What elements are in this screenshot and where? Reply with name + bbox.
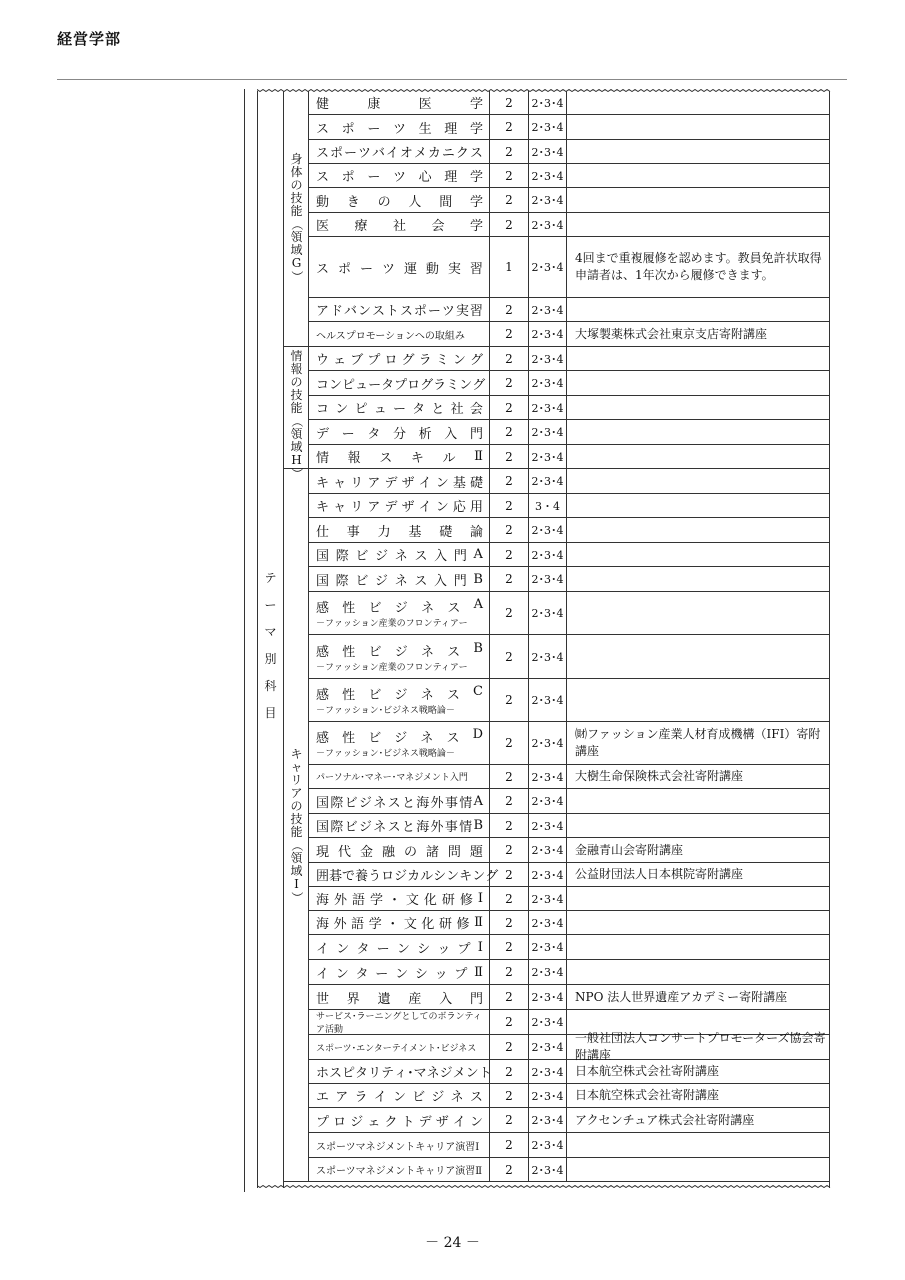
credits: 2 [490,1035,529,1059]
table-row [309,1060,830,1084]
course-note: 金融青山会寄附講座 [575,842,684,857]
eligible-years: 2･3･4 [529,237,567,297]
table-row [309,722,830,765]
credits: 2 [490,213,529,236]
credits: 2 [490,1010,529,1034]
eligible-years: 2･3･4 [529,445,567,468]
eligible-years: 2･3･4 [529,420,567,444]
course-name: 感 性 ビ ジ ネ ス A －ファッション産業のフロンティアー [309,592,490,634]
course-note [567,543,830,566]
eligible-years: 2･3･4 [529,1108,567,1132]
course-note [567,935,830,959]
eligible-years: 2･3･4 [529,911,567,934]
theme-label: テ ー マ 別 科 目 [264,571,277,720]
course-note: 日本航空株式会社寄附講座 [575,1064,720,1078]
table-row [309,518,830,543]
credits: 2 [490,567,529,591]
eligible-years: 2･3･4 [529,322,567,346]
page-number: － 24 － [425,1235,480,1251]
course-note [567,164,830,187]
table-row [309,985,830,1010]
course-note [567,1158,830,1181]
course-subtitle: －ファッション･ビジネス戦略論－ [316,706,455,716]
credits: 2 [490,188,529,212]
course-name: 健 康 医 学 [309,91,490,114]
course-note: 日本航空株式会社寄附講座 [575,1088,720,1102]
course-name: 感 性 ビ ジ ネ ス D －ファッション･ビジネス戦略論－ [309,722,490,764]
course-name: 医 療 社 会 学 [309,213,490,236]
credits: 2 [490,960,529,984]
course-note: 4回まで重複履修を認めます。教員免許状取得申請者は、1年次から履修できます。 [575,251,822,282]
course-name: コ ン ピ ュ ー タ プ ロ グ ラ ミ ン グ [309,371,490,395]
course-note [567,567,830,591]
course-name: 仕 事 力 基 礎 論 [309,518,490,542]
course-note [567,115,830,139]
table-row [309,935,830,960]
table-row [309,1158,830,1182]
credits: 2 [490,887,529,910]
table-row [309,592,830,635]
course-note [567,518,830,542]
faculty-title: 経営学部 [57,30,122,48]
course-name: ス ポ ー ツ バ イ オ メ カ ニ ク ス [309,140,490,163]
table-row [309,814,830,838]
table-row [309,838,830,863]
course-name: 海 外 語 学 ・ 文 化 研 修 Ⅱ [309,911,490,934]
table-row [309,396,830,420]
table-row [309,765,830,789]
eligible-years: 2･3･4 [529,1158,567,1181]
course-note [567,188,830,212]
eligible-years: 2･3･4 [529,863,567,886]
eligible-years: 2･3･4 [529,164,567,187]
table-row [309,322,830,347]
table-row [309,863,830,887]
eligible-years: 2･3･4 [529,838,567,862]
course-name: イ ン タ ー ン シ ッ プ Ⅰ [309,935,490,959]
table-row [309,371,830,396]
table-row [309,188,830,213]
course-note [567,911,830,934]
credits: 2 [490,518,529,542]
eligible-years: 2･3･4 [529,679,567,721]
course-name: 動 き の 人 間 学 [309,188,490,212]
credits: 2 [490,91,529,114]
course-name: ス ポ ー ツ 運 動 実 習 [309,237,490,297]
course-note: 大塚製薬株式会社東京支店寄附講座 [575,326,768,341]
course-name: スポーツマネジメントキャリア演習Ⅱ [309,1158,490,1181]
eligible-years: 2･3･4 [529,567,567,591]
eligible-years: 2･3･4 [529,960,567,984]
credits: 2 [490,494,529,517]
credits: 2 [490,765,529,788]
course-note [567,494,830,517]
course-name: ウ ェ ブ プ ロ グ ラ ミ ン グ [309,347,490,370]
table-row [309,1084,830,1108]
credits: 2 [490,543,529,566]
eligible-years: 2･3･4 [529,1010,567,1034]
table-row [309,543,830,567]
table-row [309,445,830,469]
course-note [567,213,830,236]
domain-label: キ ャ リ ア の 技 能 （ 領 域 I ） [290,747,304,904]
credits: 1 [490,237,529,297]
credits: 2 [490,911,529,934]
table-row [309,298,830,322]
table-row [309,164,830,188]
credits: 2 [490,371,529,395]
credits: 2 [490,985,529,1009]
course-name: ア ド バ ン ス ト ス ポ ー ツ 実 習 [309,298,490,321]
course-name: ホ ス ピ タ リ テ ィ ･ マ ネ ジ メ ン ト [309,1060,490,1083]
table-row [309,1108,830,1133]
credits: 2 [490,322,529,346]
eligible-years: 2･3･4 [529,140,567,163]
course-note [567,1133,830,1157]
table-row [309,469,830,494]
credits: 2 [490,469,529,493]
eligible-years: 2･3･4 [529,635,567,678]
eligible-years: 2･3･4 [529,935,567,959]
credits: 2 [490,789,529,813]
credits: 2 [490,1133,529,1157]
credits: 2 [490,347,529,370]
course-name: デ ー タ 分 析 入 門 [309,420,490,444]
course-note: NPO 法人世界遺産アカデミー寄附講座 [575,989,788,1004]
eligible-years: 2･3･4 [529,985,567,1009]
credits: 2 [490,814,529,837]
course-name: コ ン ピ ュ ー タ と 社 会 [309,396,490,419]
credits: 2 [490,722,529,764]
course-note: 大樹生命保険株式会社寄附講座 [575,769,744,783]
course-name: プ ロ ジ ェ ク ト デ ザ イ ン [309,1108,490,1132]
course-note: 公益財団法人日本棋院寄附講座 [575,867,744,881]
course-note: 一般社団法人コンサートプロモーターズ協会寄附講座 [575,1031,826,1062]
table-row [309,635,830,679]
eligible-years: 2･3･4 [529,188,567,212]
course-name: 感 性 ビ ジ ネ ス B －ファッション産業のフロンティアー [309,635,490,678]
credits: 2 [490,396,529,419]
course-note [567,635,830,678]
eligible-years: 2･3･4 [529,592,567,634]
credits: 2 [490,838,529,862]
course-name: スポーツマネジメントキャリア演習Ⅰ [309,1133,490,1157]
table-row [309,420,830,445]
credits: 2 [490,1108,529,1132]
eligible-years: 2･3･4 [529,789,567,813]
table-row [309,494,830,518]
eligible-years: 2･3･4 [529,371,567,395]
course-note [567,679,830,721]
course-name: パーソナル･マネー･マネジメント入門 [309,765,490,788]
table-row [309,887,830,911]
credits: 2 [490,935,529,959]
course-subtitle: －ファッション･ビジネス戦略論－ [316,749,455,759]
course-note: ㈶ファッション産業人材育成機構（IFI）寄附講座 [575,727,821,758]
course-name: 国 際 ビ ジ ネ ス 入 門 B [309,567,490,591]
credits: 2 [490,164,529,187]
course-name: 国 際 ビ ジ ネ ス 入 門 A [309,543,490,566]
course-name: 世 界 遺 産 入 門 [309,985,490,1009]
eligible-years: 2･3･4 [529,1084,567,1107]
eligible-years: 2･3･4 [529,765,567,788]
credits: 2 [490,1060,529,1083]
credits: 2 [490,420,529,444]
credits: 2 [490,679,529,721]
eligible-years: 2･3･4 [529,887,567,910]
course-note [567,396,830,419]
course-name: スポーツ･エンターテイメント･ビジネス [309,1035,490,1059]
credits: 2 [490,1084,529,1107]
table-row [309,213,830,237]
credits: 2 [490,592,529,634]
eligible-years: 2･3･4 [529,396,567,419]
course-name: ス ポ ー ツ 生 理 学 [309,115,490,139]
header-rule [57,79,847,80]
credits: 2 [490,140,529,163]
course-note [567,371,830,395]
course-note [567,960,830,984]
eligible-years: 2･3･4 [529,115,567,139]
eligible-years: 2･3･4 [529,722,567,764]
course-note [567,814,830,837]
table-row [309,91,830,115]
credits: 2 [490,298,529,321]
course-name: 感 性 ビ ジ ネ ス C －ファッション･ビジネス戦略論－ [309,679,490,721]
course-note [567,445,830,468]
eligible-years: 2･3･4 [529,1060,567,1083]
course-note [567,140,830,163]
course-name: 国 際 ビ ジ ネ ス と 海 外 事 情 B [309,814,490,837]
course-name: サービス･ラーニングとしてのボランティア活動 [309,1010,490,1034]
credits: 2 [490,1158,529,1181]
course-note [567,420,830,444]
course-note [567,298,830,321]
table-row [309,960,830,985]
eligible-years: 2･3･4 [529,518,567,542]
course-name: キ ャ リ ア デ ザ イ ン 応 用 [309,494,490,517]
course-note [567,469,830,493]
course-note [567,91,830,114]
credits: 2 [490,445,529,468]
credits: 2 [490,635,529,678]
course-name: 情 報 ス キ ル Ⅱ [309,445,490,468]
table-row [309,237,830,298]
eligible-years: 2･3･4 [529,1133,567,1157]
table-row [309,115,830,140]
eligible-years: 3・4 [529,494,567,517]
eligible-years: 2･3･4 [529,1035,567,1059]
course-name: 海 外 語 学 ・ 文 化 研 修 Ⅰ [309,887,490,910]
table-row [309,789,830,814]
course-name: 現 代 金 融 の 諸 問 題 [309,838,490,862]
course-name: ス ポ ー ツ 心 理 学 [309,164,490,187]
margin-rule [244,89,245,1192]
domain-label: 情 報 の 技 能 （ 領 域 H ） [290,349,304,480]
eligible-years: 2･3･4 [529,347,567,370]
course-note: アクセンチュア株式会社寄附講座 [575,1112,755,1127]
course-name: 国 際 ビ ジ ネ ス と 海 外 事 情 A [309,789,490,813]
course-name: エ ア ラ イ ン ビ ジ ネ ス [309,1084,490,1107]
eligible-years: 2･3･4 [529,298,567,321]
course-subtitle: －ファッション産業のフロンティアー [316,662,468,673]
course-note [567,592,830,634]
course-name: ヘルスプロモーションへの取組み [309,322,490,346]
course-note [567,887,830,910]
eligible-years: 2･3･4 [529,469,567,493]
table-row [309,347,830,371]
eligible-years: 2･3･4 [529,543,567,566]
table-row [309,1031,830,1062]
course-note [567,347,830,370]
credits: 2 [490,863,529,886]
course-note [567,789,830,813]
domain-label: 身 体 の 技 能 （ 領 域 G ） [290,152,304,283]
table-row [309,567,830,592]
course-subtitle: －ファッション産業のフロンティアー [316,619,468,629]
eligible-years: 2･3･4 [529,91,567,114]
course-name: イ ン タ ー ン シ ッ プ Ⅱ [309,960,490,984]
credits: 2 [490,115,529,139]
table-row [309,140,830,164]
table-row [309,679,830,722]
table-row [309,911,830,935]
course-name: 囲 碁 で 養 う ロ ジ カ ル シ ン キ ン グ [309,863,490,886]
table-row [309,1133,830,1158]
course-name: キ ャ リ ア デ ザ イ ン 基 礎 [309,469,490,493]
eligible-years: 2･3･4 [529,814,567,837]
eligible-years: 2･3･4 [529,213,567,236]
